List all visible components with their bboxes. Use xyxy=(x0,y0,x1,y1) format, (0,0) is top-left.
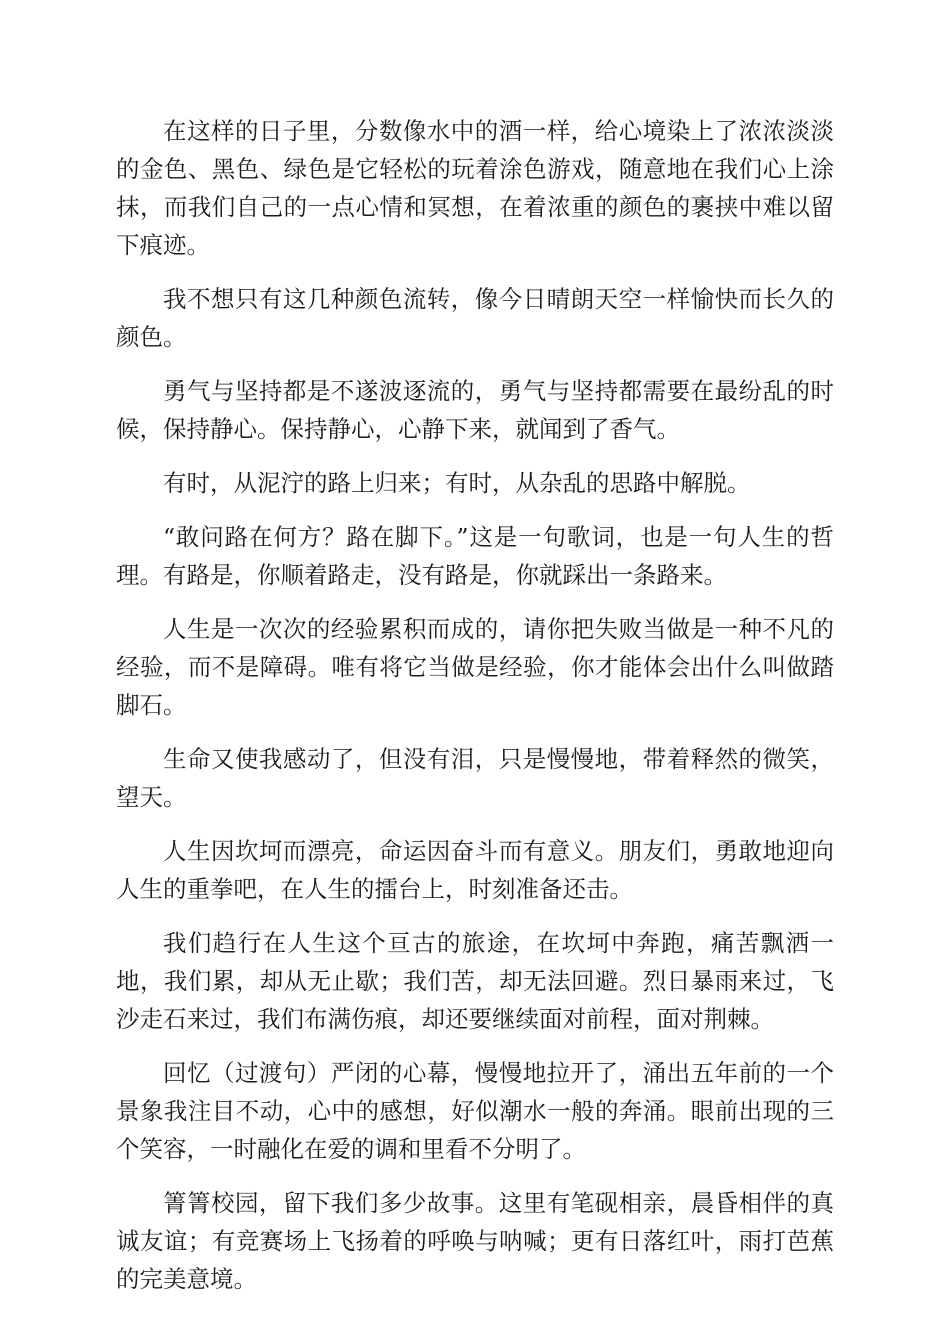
paragraph: 在这样的日子里，分数像水中的酒一样，给心境染上了浓浓淡淡的金色、黑色、绿色是它轻松的玩着涂色游戏，随意地在我们心上涂抹，而我们自己的一点心情和冥想，在着浓重的颜色的裹挟中难以留下痕迹。 xyxy=(116,117,834,259)
paragraph: 我不想只有这几种颜色流转，像今日晴朗天空一样愉快而长久的颜色。 xyxy=(116,285,834,351)
paragraph: 勇气与坚持都是不遂波逐流的，勇气与坚持都需要在最纷乱的时候，保持静心。保持静心，心静下来，就闻到了香气。 xyxy=(116,377,834,443)
paragraph: 回忆（过渡句）严闭的心幕，慢慢地拉开了，涌出五年前的一个景象我注目不动，心中的感想，好似潮水一般的奔涌。眼前出现的三个笑容，一时融化在爱的调和里看不分明了。 xyxy=(116,1059,834,1163)
paragraph: 箐箐校园，留下我们多少故事。这里有笔砚相亲，晨昏相伴的真诚友谊；有竞赛场上飞扬着的呼唤与呐喊；更有日落红叶，雨打芭蕉的完美意境。 xyxy=(116,1189,834,1293)
paragraph: 人生是一次次的经验累积而成的，请你把失败当做是一种不凡的经验，而不是障碍。唯有将它当做是经验，你才能体会出什么叫做踏脚石。 xyxy=(116,615,834,719)
paragraph: “敢问路在何方？路在脚下。”这是一句歌词，也是一句人生的哲理。有路是，你顺着路走，没有路是，你就踩出一条路来。 xyxy=(116,523,834,589)
paragraph: 有时，从泥泞的路上归来；有时，从杂乱的思路中解脱。 xyxy=(163,469,751,497)
paragraph: 我们趋行在人生这个亘古的旅途，在坎坷中奔跑，痛苦飘洒一地，我们累，却从无止歇；我们苦，却无法回避。烈日暴雨来过，飞沙走石来过，我们布满伤痕，却还要继续面对前程，面对荆棘。 xyxy=(116,929,834,1033)
paragraph: 人生因坎坷而漂亮，命运因奋斗而有意义。朋友们，勇敢地迎向人生的重拳吧，在人生的擂台上，时刻准备还击。 xyxy=(116,837,834,903)
document-body xyxy=(116,112,834,1314)
paragraph: 生命又使我感动了，但没有泪，只是慢慢地，带着释然的微笑，望天。 xyxy=(116,745,834,811)
